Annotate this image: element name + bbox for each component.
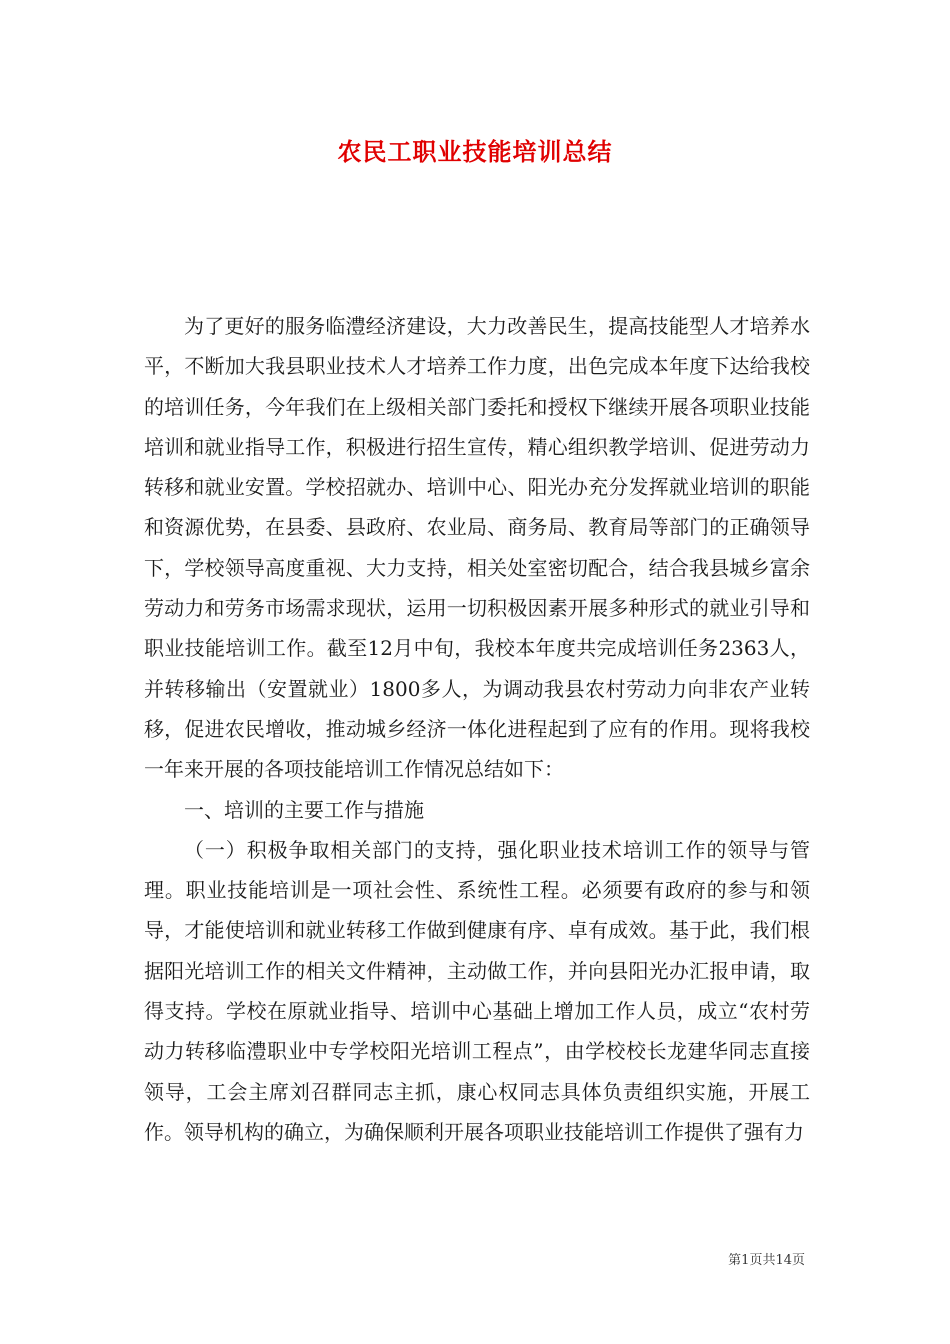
document-title: 农民工职业技能培训总结 [337,137,613,166]
section-heading: 一、培训的主要工作与措施 [184,797,424,822]
subsection-paragraph: （一）积极争取相关部门的支持，强化职业技术培训工作的领导与管理。职业技能培训是一项社会性、系统性工程。必须要有政府的参与和领导，才能使培训和就业转移工作做到健康有序、卓有成效。基于此，我们根据阳光培训工作的相关文件精神，主动做工作，并向县阳光办汇报申请，取得支持。学校在原就业指导、培训中心基础上增加工作人员，成立“农村劳动力转移临澧职业中专学校阳光培训工程点”，由学校校长龙建华同志直接领导，工会主席刘召群同志主抓，康心权同志具体负责组织实施，开展工作。领导机构的确立，为确保顺利开展各项职业技能培训工作提供了强有力 [144,837,810,1144]
document-body [144,306,810,1152]
page-number-footer: 第1页共14页 [728,1253,805,1268]
intro-paragraph: 为了更好的服务临澧经济建设，大力改善民生，提高技能型人才培养水平，不断加大我县职业技术人才培养工作力度，出色完成本年度下达给我校的培训任务，今年我们在上级相关部门委托和授权下继续开展各项职业技能培训和就业指导工作，积极进行招生宣传，精心组织教学培训、促进劳动力转移和就业安置。学校招就办、培训中心、阳光办充分发挥就业培训的职能和资源优势，在县委、县政府、农业局、商务局、教育局等部门的正确领导下，学校领导高度重视、大力支持，相关处室密切配合，结合我县城乡富余劳动力和劳务市场需求现状，运用一切积极因素开展多种形式的就业引导和职业技能培训工作。截至12月中旬，我校本年度共完成培训任务2363人，并转移输出（安置就业）1800多人，为调动我县农村劳动力向非农产业转移，促进农民增收，推动城乡经济一体化进程起到了应有的作用。现将我校一年来开展的各项技能培训工作情况总结如下： [144,314,810,782]
